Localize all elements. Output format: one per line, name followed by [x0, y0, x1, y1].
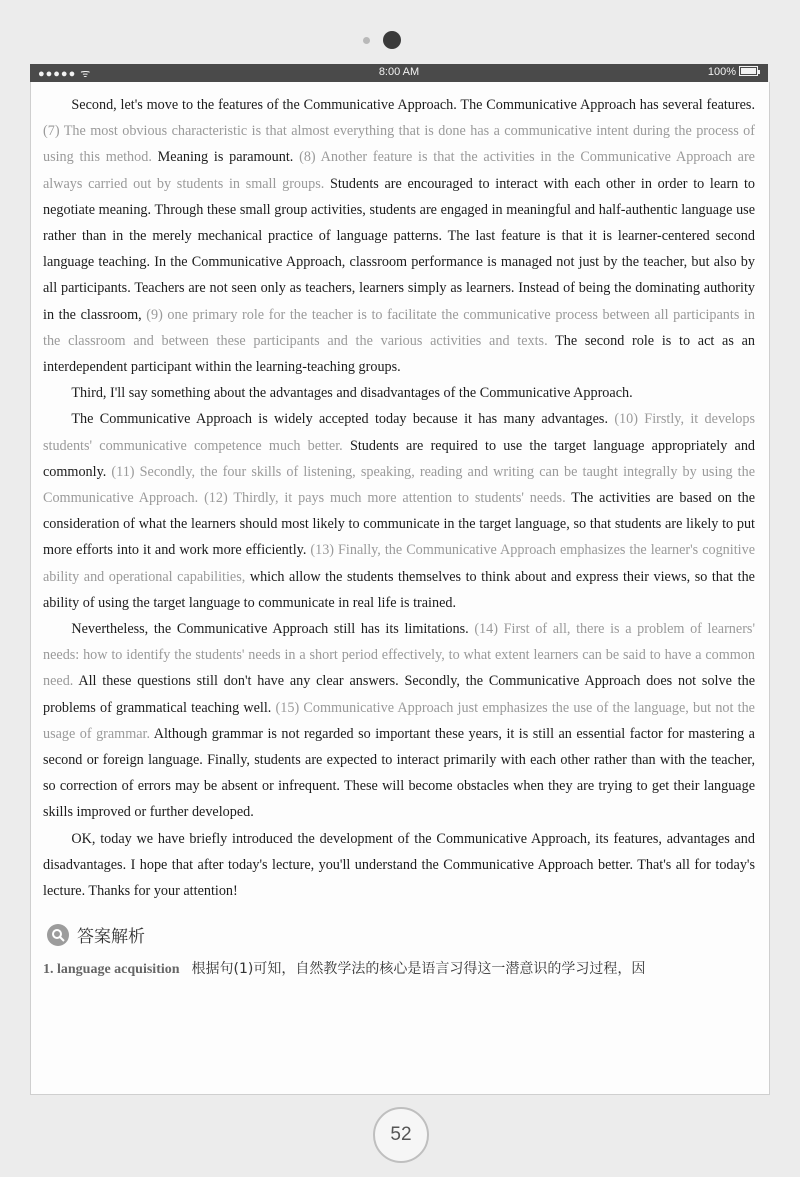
lecture-paragraph: [43, 380, 755, 406]
answer-source-sentence: (7) The most obvious characteristic is that almost everything that is done has a communicative intent during the process of using this method.: [43, 123, 755, 166]
camera-sensor: [363, 37, 370, 44]
answer-source-sentence: (13) Finally, the Communicative Approach emphasizes the learner's cognitive ability and operational capabilities,: [43, 542, 755, 585]
answer-source-sentence: (10) Firstly, it develops students' communicative competence much better.: [43, 411, 755, 454]
lecture-paragraph: [43, 616, 755, 826]
answer-source-sentence: (8) Another feature is that the activities in the Communicative Approach are always carried out by students in small groups.: [43, 149, 755, 192]
page-content: [43, 92, 755, 982]
search-icon: [47, 924, 69, 946]
text-segment: Students are required to use the target language appropriately and commonly.: [43, 437, 756, 480]
answer-section-title: 答案解析: [77, 927, 145, 948]
text-segment: OK, today we have briefly introduced the development of the Communicative Approach, its features, advantages and disadvantages. I hope that after today's lecture, you'll understand the Communicative Approach better. That's all for today's lecture. Thanks for your attention!: [43, 830, 755, 900]
lecture-paragraph: [43, 92, 755, 380]
status-bar: [30, 64, 768, 82]
lecture-paragraph: [43, 406, 755, 616]
text-segment: Students are encouraged to interact with each other in order to learn to negotiate meaning. Through these small group activities, students are engaged in meaningful and half-authentic language use rather than in the merely mechanical practice of language patterns. The last feature is that it is learner-centered second language teaching. In the Communicative Approach, classroom performance is managed not just by the teacher, but also by all participants. Teachers are not seen only as teachers, learners simply as learners. Instead of being the dominating authority in the classroom,: [43, 175, 755, 323]
text-segment: All these questions still don't have any clear answers. Secondly, the Communicative Approach does not solve the problems of grammatical teaching well.: [43, 673, 755, 716]
text-segment: Second, let's move to the features of the Communicative Approach. The Communicative Approach has several features.: [71, 97, 755, 113]
text-segment: Third, I'll say something about the advantages and disadvantages of the Communicative Approach.: [71, 385, 633, 402]
text-segment: Although grammar is not regarded so important these years, it is still an essential factor for mastering a second or foreign language. Finally, students are expected to interact primarily with each other rather than with the teacher, so correction of errors may be absent or infrequent. These will become obstacles when they are trying to get their language skills improved or further developed.: [43, 725, 755, 821]
text-segment: The activities are based on the consideration of what the learners should most likely to communicate in the target language, so that students are likely to put more efforts into it and work more efficiently.: [43, 490, 756, 559]
lecture-text: [43, 92, 755, 904]
answer-source-sentence: (15) Communicative Approach just emphasizes the use of the language, but not the usage of grammar.: [43, 699, 755, 742]
answer-source-sentence: (11) Secondly, the four skills of listening, speaking, reading and writing can be taught integrally by using the Communicative Approach. (12) Thirdly, it pays much more attention to students' needs.: [43, 463, 756, 507]
page-number: 52: [373, 1107, 429, 1163]
answer-source-sentence: (9) one primary role for the teacher is to facilitate the communicative process between all participants in the classroom and between these participants and the various activities and texts.: [43, 306, 755, 349]
text-segment: The Communicative Approach is widely accepted today because it has many advantages.: [71, 411, 615, 428]
signal-wifi-indicator: ●●●●● ᯤ: [38, 68, 92, 80]
battery-icon: [739, 66, 758, 76]
text-segment: Meaning is paramount.: [157, 149, 300, 166]
answer-item: [43, 957, 755, 982]
text-segment: Nevertheless, the Communicative Approach still has its limitations.: [71, 621, 475, 638]
answer-key: 1. language acquisition: [43, 962, 180, 978]
battery-percent: 100%: [707, 66, 736, 78]
answer-section-header: [43, 922, 755, 947]
battery-indicator: [708, 66, 760, 78]
device-camera: [0, 30, 800, 50]
book-page[interactable]: [30, 82, 770, 1095]
answer-source-sentence: (14) First of all, there is a problem of learners' needs: how to identify the students' needs in a short period effectively, to what extent learners can be said to have a common need.: [43, 621, 755, 690]
status-time: 8:00 AM: [378, 66, 420, 78]
camera-lens: [383, 31, 401, 49]
text-segment: The second role is to act as an interdependent participant within the learning-teaching groups.: [43, 332, 755, 376]
text-segment: which allow the students themselves to think about and express their views, so that the ability of using the target language to communicate in real life is trained.: [43, 568, 755, 611]
lecture-paragraph: [43, 826, 755, 905]
answer-explanation: 根据句(1)可知，自然教学法的核心是语言习得这一潜意识的学习过程，因: [191, 961, 646, 978]
